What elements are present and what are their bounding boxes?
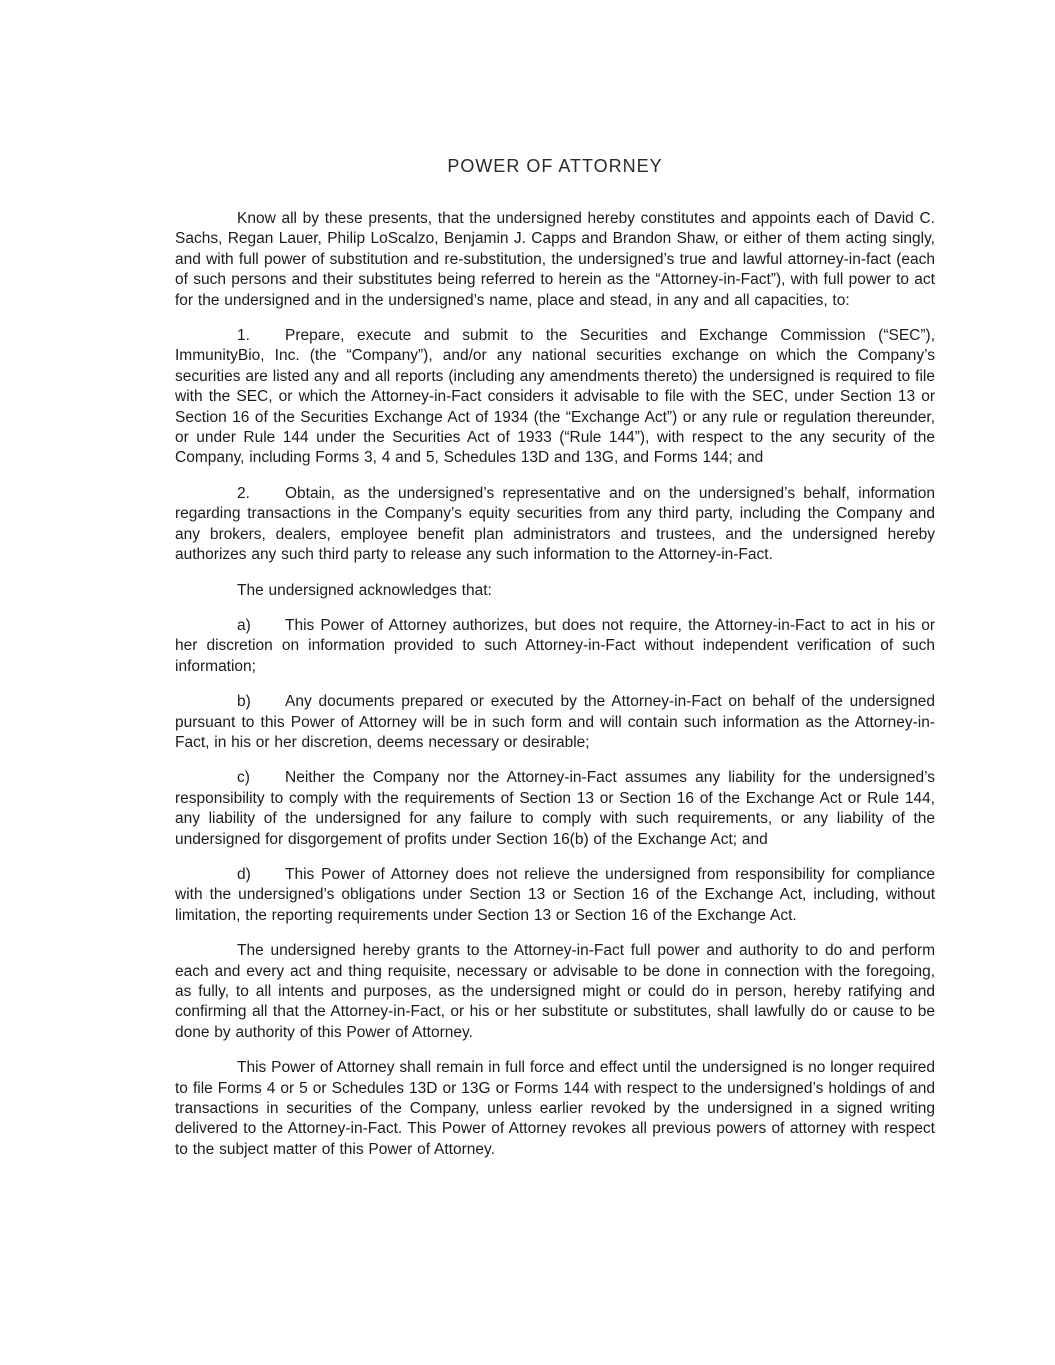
item-letter: b) (237, 693, 251, 711)
acknowledgement-item-b-text: Any documents prepared or executed by the Attorney-in-Fact on behalf of the undersigned pursuant to this Power of Attorney will be in such form and will contain such information as the Attorney-in-Fact, in his or her discretion, deems necessary or desirable; (175, 693, 935, 751)
numbered-item-1 (175, 326, 935, 469)
acknowledgement-item-b (175, 692, 935, 753)
document-title: POWER OF ATTORNEY (447, 156, 663, 176)
acknowledgement-item-c (175, 768, 935, 850)
duration-paragraph-text: This Power of Attorney shall remain in full force and effect until the undersigned is no longer required to file Forms 4 or 5 or Schedules 13D or 13G or Forms 144 with respect to the undersigned’s holdings of and transactions in securities of the Company, unless earlier revoked by the undersigned in a signed writing delivered to the Attorney-in-Fact. This Power of Attorney revokes all previous powers of attorney with respect to the subject matter of this Power of Attorney. (175, 1059, 935, 1158)
item-letter: c) (237, 769, 250, 787)
acknowledgement-lead (175, 581, 935, 601)
numbered-item-1-text: Prepare, execute and submit to the Securities and Exchange Commission (“SEC”), ImmunityBio, Inc. (the “Company”), and/or any national securities exchange on which the Company’s securities are listed any and all reports (including any amendments thereto) the undersigned is required to file with the SEC, or which the Attorney-in-Fact considers it advisable to file with the SEC, under Section 13 or Section 16 of the Securities Exchange Act of 1934 (the “Exchange Act”) or any rule or regulation thereunder, or under Rule 144 under the Securities Act of 1933 (“Rule 144”), with respect to the any security of the Company, including Forms 3, 4 and 5, Schedules 13D and 13G, and Forms 144; and (175, 327, 935, 467)
acknowledgement-lead-text: The undersigned acknowledges that: (237, 581, 492, 599)
item-number: 2. (237, 484, 250, 502)
grant-paragraph-text: The undersigned hereby grants to the Attorney-in-Fact full power and authority to do and perform each and every act and thing requisite, necessary or advisable to be done in connection with the foregoing, as fully, to all intents and purposes, as the undersigned might or could do in person, hereby ratifying and confirming all that the Attorney-in-Fact, or his or her substitute or substitutes, shall lawfully do or cause to be done by authority of this Power of Attorney. (175, 942, 935, 1041)
acknowledgement-item-a (175, 616, 935, 677)
numbered-item-2-text: Obtain, as the undersigned’s representative and on the undersigned’s behalf, information regarding transactions in the Company’s equity securities from any third party, including the Company and any brokers, dealers, employee benefit plan administrators and trustees, and the undersigned hereby authorizes any such third party to release any such information to the Attorney-in-Fact. (175, 484, 935, 564)
acknowledgement-item-d-text: This Power of Attorney does not relieve the undersigned from responsibility for compliance with the undersigned’s obligations under Section 13 or Section 16 of the Exchange Act, including, without limitation, the reporting requirements under Section 13 or Section 16 of the Exchange Act. (175, 865, 935, 924)
acknowledgement-item-c-text: Neither the Company nor the Attorney-in-Fact assumes any liability for the undersigned’s responsibility to comply with the requirements of Section 13 or Section 16 of the Exchange Act or Rule 144, any liability of the undersigned for any failure to comply with such requirements, or any liability of the undersigned for disgorgement of profits under Section 16(b) of the Exchange Act; and (175, 769, 935, 848)
numbered-item-2 (175, 484, 935, 566)
intro-paragraph-text: Know all by these presents, that the undersigned hereby constitutes and appoints each of David C. Sachs, Regan Lauer, Philip LoScalzo, Benjamin J. Capps and Brandon Shaw, or either of them acting singly, and with full power of substitution and re-substitution, the undersigned’s true and lawful attorney-in-fact (each of such persons and their substitutes being referred to herein as the “Attorney-in-Fact”), with full power to act for the undersigned and in the undersigned’s name, place and stead, in any and all capacities, to: (175, 210, 935, 309)
duration-paragraph (175, 1058, 935, 1160)
intro-paragraph (175, 209, 935, 311)
item-letter: d) (237, 865, 251, 883)
acknowledgement-item-a-text: This Power of Attorney authorizes, but does not require, the Attorney-in-Fact to act in his or her discretion on information provided to such Attorney-in-Fact without independent verification of such information; (175, 616, 935, 675)
acknowledgement-item-d (175, 865, 935, 926)
item-number: 1. (237, 327, 250, 345)
grant-paragraph (175, 941, 935, 1043)
item-letter: a) (237, 616, 251, 634)
